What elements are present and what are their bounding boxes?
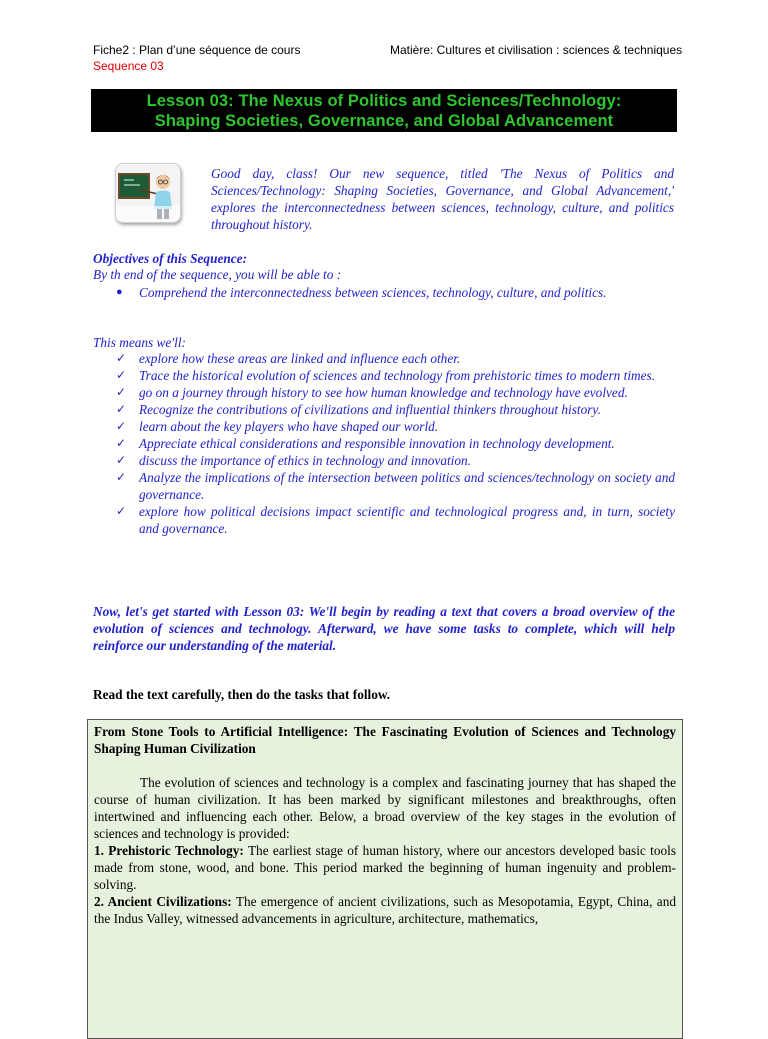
lesson-title-banner bbox=[91, 89, 677, 132]
reading-item-label: 1. Prehistoric Technology: bbox=[94, 843, 244, 858]
list-item-text: Recognize the contributions of civilizations and influential thinkers throughout history. bbox=[139, 402, 601, 417]
list-item-text: discuss the importance of ethics in technology and innovation. bbox=[139, 453, 472, 468]
objectives-title: Objectives of this Sequence: bbox=[93, 251, 247, 266]
list-item bbox=[93, 418, 675, 435]
teacher-icon bbox=[115, 163, 181, 223]
checkmark-icon: ✓ bbox=[116, 419, 127, 433]
header-subject: Matière: Cultures et civilisation : sciences & techniques bbox=[390, 43, 683, 57]
list-item bbox=[93, 435, 675, 452]
reading-item-text: The earliest stage of human history, where our ancestors developed basic tools made from stone, wood, and bone. This period marked the beginning of human ingenuity and problem-solving. bbox=[94, 843, 676, 892]
checkmark-icon: ✓ bbox=[116, 470, 127, 484]
reading-item bbox=[94, 893, 676, 927]
list-item-text: explore how political decisions impact scientific and technological progress and, in turn, society and governance. bbox=[139, 504, 675, 536]
reading-text-box bbox=[87, 719, 683, 1039]
lesson-title-line2: Shaping Societies, Governance, and Global Advancement bbox=[154, 112, 614, 130]
objective-text: Comprehend the interconnectedness between sciences, technology, culture, and politics. bbox=[139, 285, 607, 300]
means-title: This means we'll: bbox=[93, 335, 186, 350]
read-instruction: Read the text carefully, then do the tasks that follow. bbox=[93, 687, 391, 702]
reading-item bbox=[94, 842, 676, 893]
means-list bbox=[93, 350, 675, 537]
list-item bbox=[93, 350, 675, 367]
reading-title: From Stone Tools to Artificial Intelligence: The Fascinating Evolution of Sciences and Technology Shaping Human Civilization bbox=[94, 724, 676, 756]
checkmark-icon: ✓ bbox=[116, 402, 127, 416]
objectives-subtitle: By th end of the sequence, you will be able to : bbox=[93, 267, 342, 282]
lesson-start-paragraph: Now, let's get started with Lesson 03: We'll begin by reading a text that covers a broad overview of the evolution of sciences and technology. Afterward, we have some tasks to complete, which will help reinforce our understanding of the material. bbox=[93, 604, 675, 653]
header-left bbox=[93, 42, 300, 74]
reading-paragraph: The evolution of sciences and technology is a complex and fascinating journey that has shaped the course of human civilization. It has been marked by significant milestones and breakthroughs, often intertwined and influencing each other. Below, a broad overview of the key stages in the evolution of sciences and technology is provided: bbox=[94, 775, 676, 841]
list-item bbox=[93, 469, 675, 503]
list-item bbox=[93, 401, 675, 418]
list-item-text: explore how these areas are linked and influence each other. bbox=[139, 351, 461, 366]
checkmark-icon: ✓ bbox=[116, 453, 127, 467]
checkmark-icon: ✓ bbox=[116, 368, 127, 382]
checkmark-icon: ✓ bbox=[116, 351, 127, 365]
header-sequence: Sequence 03 bbox=[93, 59, 164, 73]
lesson-title-line1: Lesson 03: The Nexus of Politics and Sciences/Technology: bbox=[146, 92, 622, 110]
checkmark-icon: ✓ bbox=[116, 436, 127, 450]
list-item-text: Appreciate ethical considerations and responsible innovation in technology development. bbox=[139, 436, 615, 451]
list-item-text: go on a journey through history to see how human knowledge and technology have evolved. bbox=[139, 385, 628, 400]
list-item bbox=[93, 503, 675, 537]
bullet-icon: ● bbox=[116, 286, 123, 298]
intro-paragraph: Good day, class! Our new sequence, titled 'The Nexus of Politics and Sciences/Technology: Shaping Societies, Governance, and Global Advancement,' explores the interconnectedness between sciences, technology, culture, and politics throughout history. bbox=[211, 166, 674, 232]
checkmark-icon: ✓ bbox=[116, 504, 127, 518]
checkmark-icon: ✓ bbox=[116, 385, 127, 399]
list-item-text: Analyze the implications of the intersection between politics and sciences/technology on society and governance. bbox=[139, 470, 675, 502]
reading-item-label: 2. Ancient Civilizations: bbox=[94, 894, 232, 909]
list-item-text: learn about the key players who have shaped our world. bbox=[139, 419, 439, 434]
list-item bbox=[93, 452, 675, 469]
list-item bbox=[93, 384, 675, 401]
reading-item-text: The emergence of ancient civilizations, such as Mesopotamia, Egypt, China, and the Indus Valley, witnessed advancements in agriculture, architecture, mathematics, bbox=[94, 894, 676, 926]
list-item-text: Trace the historical evolution of sciences and technology from prehistoric times to modern times. bbox=[139, 368, 656, 383]
list-item bbox=[93, 367, 675, 384]
header-fiche: Fiche2 : Plan d’une séquence de cours bbox=[93, 43, 301, 57]
objective-bullet bbox=[93, 284, 675, 301]
